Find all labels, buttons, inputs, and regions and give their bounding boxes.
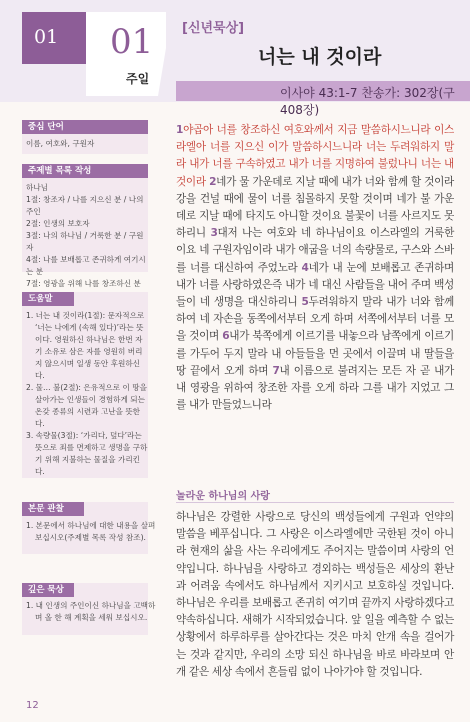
- meditation-body: 하나님은 강렬한 사랑으로 당신의 백성들에게 구원과 언약의 말씀을 베푸십니다. 그 사랑은 이스라엘에만 국한된 것이 아니라 현재의 삶을 사는 우리에게도 주어지는 말씀이며 사랑의 언약입니다. 하나님을 사랑하고 경외하는 백성들은 세상의 환난과 어려움 속에서도 하나님께서 지키시고 보호하실 것입니다. 하나님은 우리를 보배롭고 존귀히 여기며 끝까지 사랑하겠다고 약속하십니다. 새해가 시작되었습니다. 앞 일을 예측할 수 없는 상황에서 하루하루를 살아간다는 것은 마치 안개 속을 걸어가는 것과 같지만, 우리의 소망 되신 하나님을 바로 바라보며 안개 같은 세상 속에서 흔들림 없이 나아가야 할 것입니다.: [176, 511, 454, 678]
- deep-meditation-heading: 깊은 묵상: [22, 583, 74, 597]
- page-number: 12: [26, 700, 39, 711]
- topic-list: [26, 182, 148, 290]
- category-label: [신년묵상]: [182, 21, 245, 36]
- verse-text: 야곱아 너를 창조하신 여호와께서 지금 말씀하시느니라 이스라엘아 너를 지으신 이가 말씀하시느니라 너는 두려워하지 말라 내가 너를 구속하였고 내가 너를 지명하여 불렀나니 너는 내 것이라: [176, 124, 454, 188]
- scripture-passage: [176, 122, 454, 414]
- verse-text: 대저 나는 여호와 네 하나님이요 이스라엘의 거룩한 이요 네 구원자임이라 내가 애굽을 너의 속량물로, 구스와 스바를 너를 대신하여 주었노라: [176, 227, 454, 274]
- topic-item: 7절: 영광을 위해 나를 창조하신 분: [26, 279, 141, 288]
- number-tab: [22, 12, 86, 64]
- deep-meditation-text: 1. 내 인생의 주인이신 하나님을 고백하며 올 한 해 계획을 세워 보십시오.: [26, 601, 156, 622]
- verse-number: 1: [176, 124, 184, 136]
- topic-item: 1절: 창조자 / 나를 지으신 분 / 나의 주인: [26, 195, 144, 216]
- help-item: 1. 너는 내 것이라(1절): 문자적으로 ‘너는 나에게 (속해 있다)’라는 뜻이다. 영원하신 하나님은 한번 자기 소유로 삼은 자를 영원히 버리지 않으시며 일생 동안 후원하신다.: [26, 311, 145, 380]
- scripture-reference: 이사야 43:1-7 찬송가: 302장(구 408장): [280, 86, 455, 117]
- page-title: 너는 내 것이라: [258, 46, 382, 68]
- help-item: 2. 물… 불(2절): 은유적으로 이 땅을 살아가는 인생들이 경험하게 되는 온갖 종류의 시련과 고난을 뜻한다.: [26, 383, 147, 428]
- topic-item: 3절: 나의 하나님 / 거룩한 분 / 구원자: [26, 231, 144, 252]
- topic-list-heading: 주제별 목록 작성: [22, 164, 148, 178]
- observation-heading: 본문 관찰: [22, 502, 84, 516]
- help-item: 3. 속량물(3절): ‘가리다, 덮다’라는 뜻으로 죄를 면제하고 생명을 구하기 위해 지불하는 물질을 가리킨다.: [26, 431, 148, 476]
- header-slash: [158, 12, 172, 96]
- verse-number: 7: [272, 364, 280, 377]
- verse-text: 내 이름으로 불려지는 모든 자 곧 내가 내 영광을 위하여 창조한 자를 오게 하라 그를 내가 지었고 그를 내가 만들었느니라: [176, 364, 454, 412]
- verse-text: 내가 북쪽에게 이르기를 내놓으라 남쪽에게 이르기를 가두어 두지 말라 내 아들들을 먼 곳에서 이끌며 내 딸들을 땅 끝에서 오게 하며: [176, 330, 454, 377]
- meditation-title: 놀라운 하나님의 사랑: [176, 491, 270, 502]
- verse-number: 6: [222, 330, 230, 343]
- help-list: [26, 310, 148, 478]
- keywords-text: 이름, 여호와, 구원자: [26, 139, 95, 148]
- observation-text: 1. 본문에서 하나님에 대한 내용을 살펴 보십시오(주제별 목록 작성 참조).: [26, 521, 156, 542]
- meditation-divider: [176, 502, 454, 503]
- verse-number: 3: [210, 227, 218, 240]
- sunday-label: 주일: [126, 72, 150, 86]
- keywords-heading: 중심 단어: [22, 120, 148, 134]
- day-number: 01: [110, 22, 154, 62]
- topic-list-intro: 하나님: [26, 183, 49, 192]
- topic-item: 2절: 인생의 보호자: [26, 219, 90, 228]
- verse-text: 네가 물 가운데로 지날 때에 내가 너와 함께 할 것이라 강을 건널 때에 물이 너를 침몰하지 못할 것이며 네가 불 가운데로 지날 때에 타지도 아니할 것이요 불꽃이 너를 사르지도 못하리니: [176, 175, 454, 240]
- topic-item: 4절: 나를 보배롭고 존귀하게 여기시는 분: [26, 255, 146, 276]
- help-heading: 도움말: [22, 292, 74, 306]
- verse-text: 네가 내 눈에 보배롭고 존귀하며 내가 너를 사랑하였은즉 내가 네 대신 사람들을 내어 주며 백성들이 네 생명을 대신하리니: [176, 261, 454, 309]
- tab-number: 01: [34, 26, 59, 48]
- verse-number: 4: [301, 261, 309, 274]
- verse-number: 2: [209, 175, 217, 188]
- verse-number: 5: [301, 296, 309, 309]
- verse-text: 두려워하지 말라 내가 너와 함께 하여 네 자손을 동쪽에서부터 오게 하며 서쪽에서부터 너를 모을 것이며: [176, 296, 454, 343]
